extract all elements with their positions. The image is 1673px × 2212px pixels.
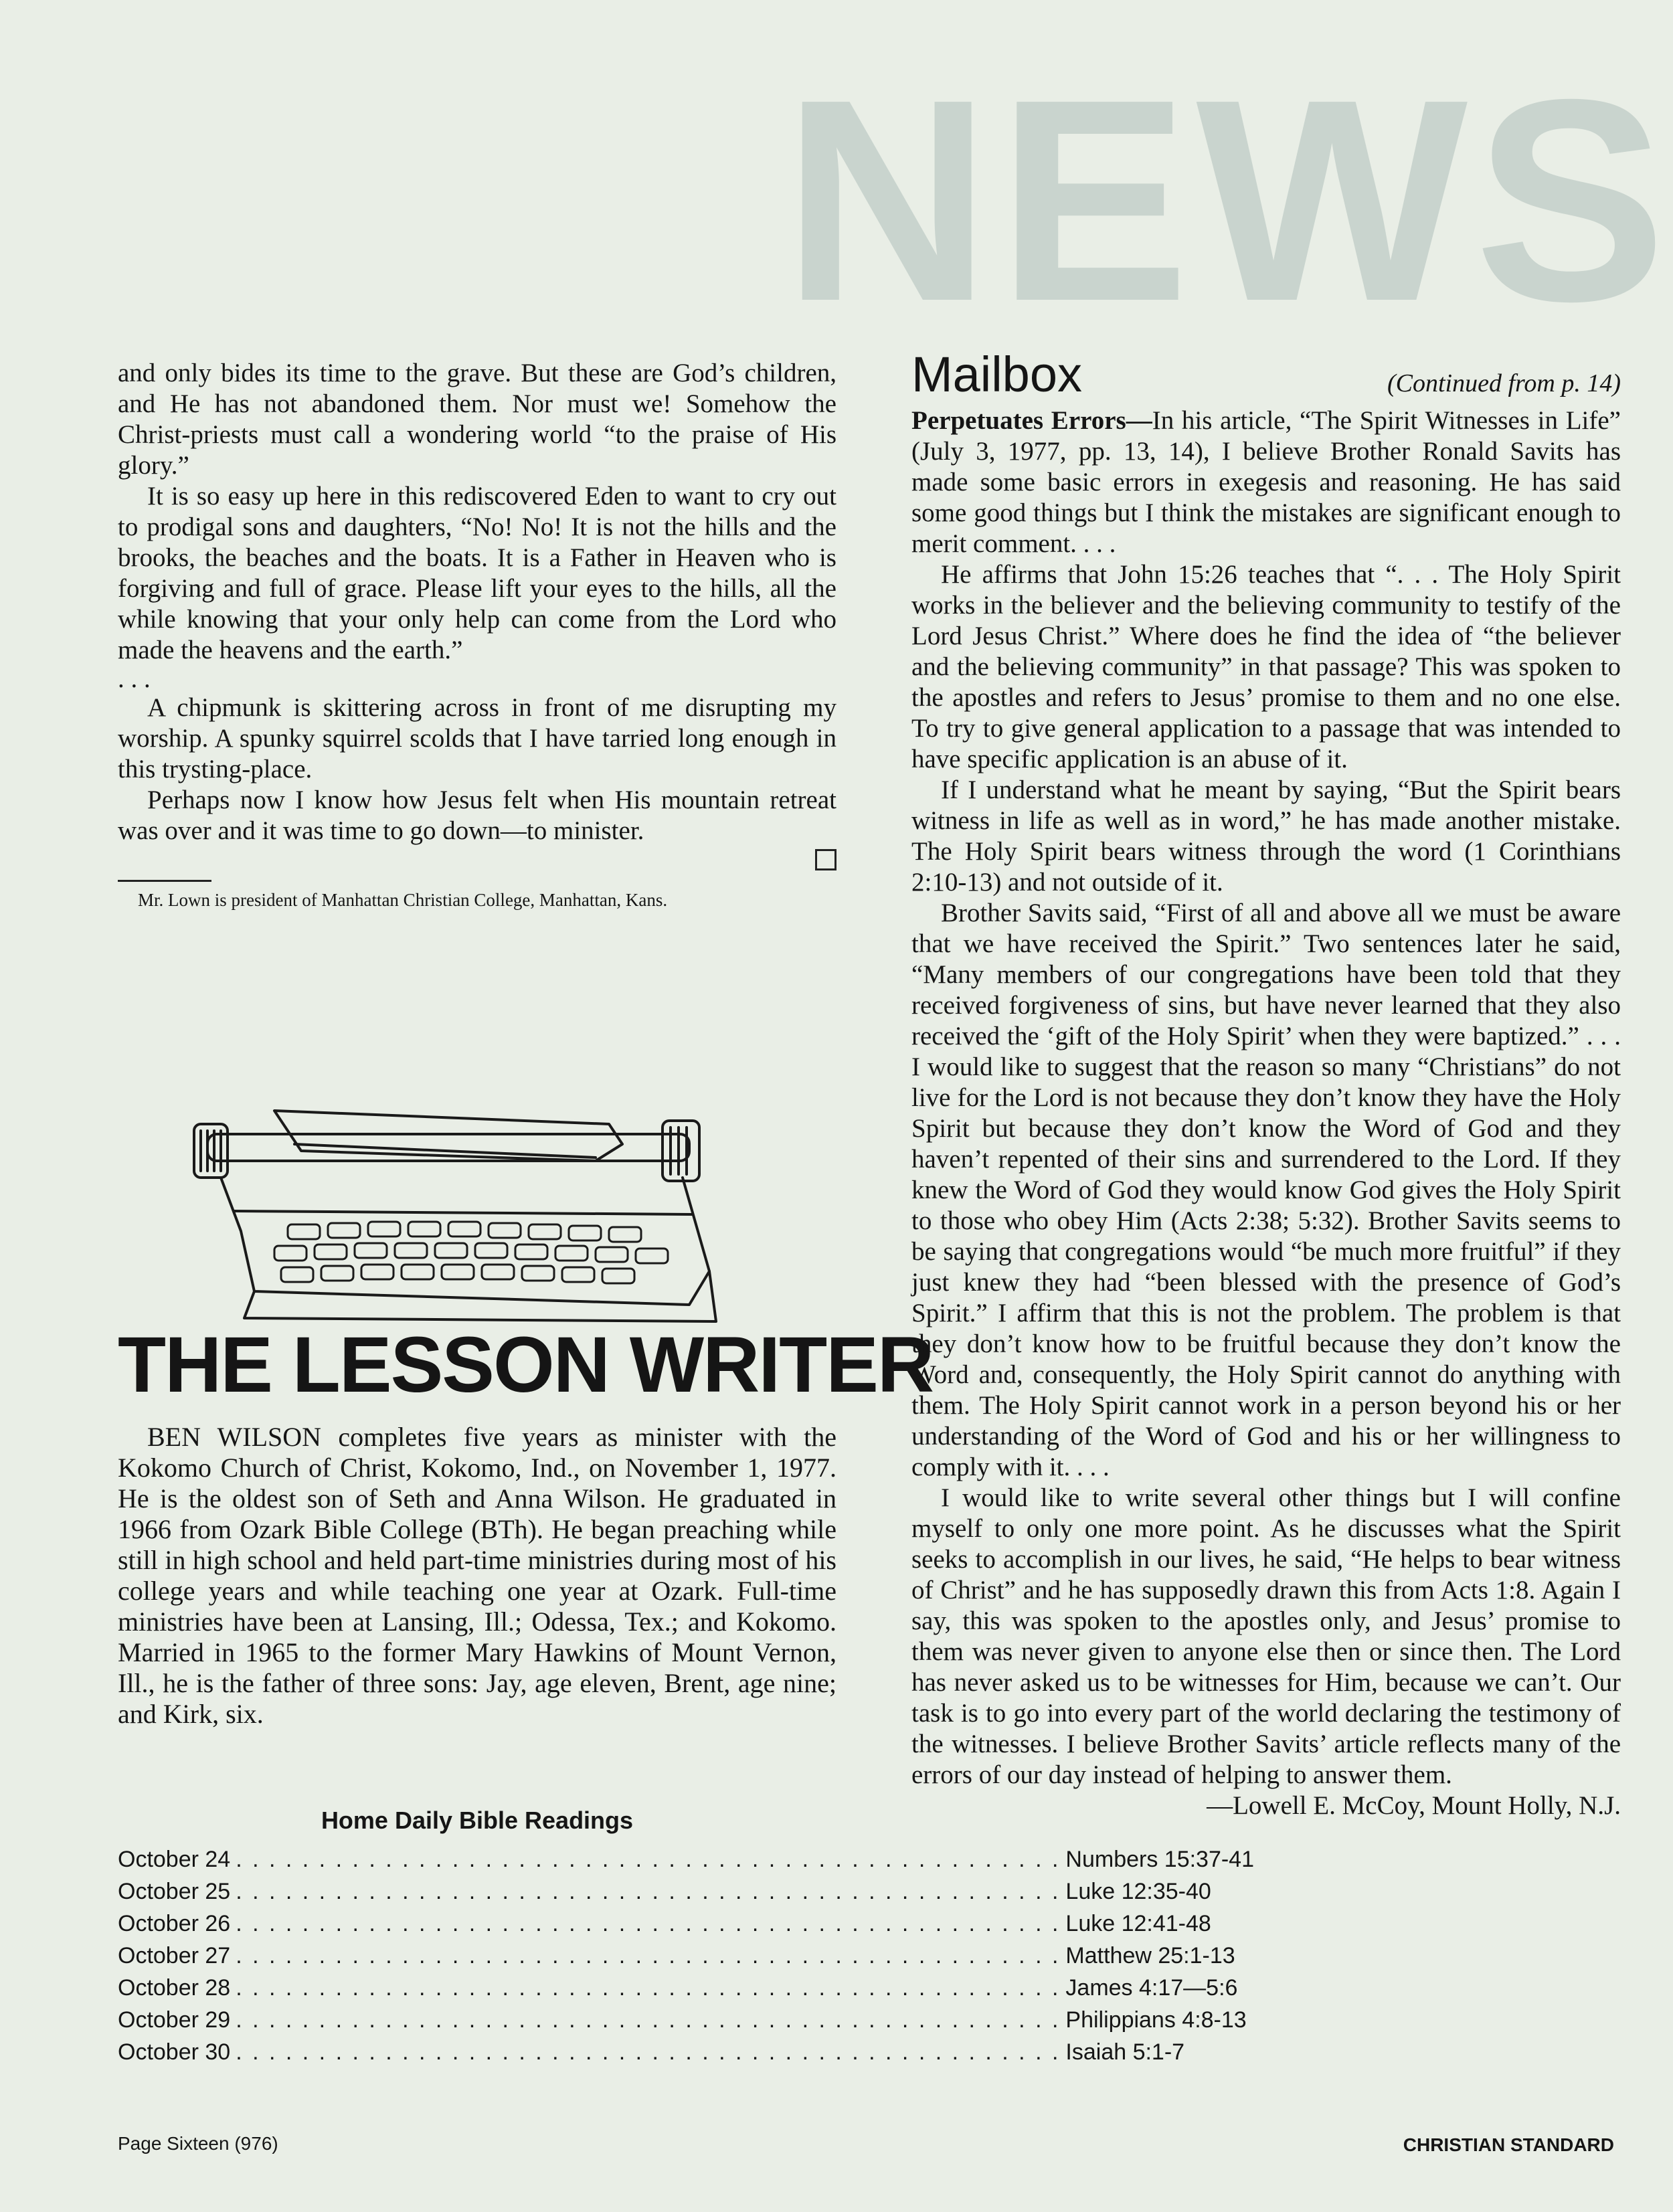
letter-paragraph: He affirms that John 15:26 teaches that “. . . The Holy Spirit works in the believer and the believing community to testify of the Lord Jesus Christ.” Where does he find the idea of “the believer and the believing community” in that passage? This was spoken to the apostles and refers to Jesus’ promise to them and no one else. To try to give general application to a passage that was intended to have specific application is an abuse of it. xyxy=(911,560,1621,773)
leader-dots: . . . . . . . . . . . . . . . . . . . . . . . . . . . . . . . . . . . . . . . . . . . . . . . . . . xyxy=(236,1943,1061,1968)
reading-reference: Isaiah 5:1-7 xyxy=(1065,2039,1185,2065)
leader-dots: . . . . . . . . . . . . . . . . . . . . . . . . . . . . . . . . . . . . . . . . . . . . . . . . . . xyxy=(236,2039,1061,2065)
page-folio: Page Sixteen (976) xyxy=(118,2133,278,2154)
footnote-rule xyxy=(118,880,211,882)
reading-date: October 29 xyxy=(118,2007,231,2033)
letter-paragraph: If I understand what he meant by saying, “But the Spirit bears witness in life as well as in word,” he has made another mistake. The Holy Spirit bears witness through the word (1 Corinthians 2:10-13) and not outside of it. xyxy=(911,775,1621,897)
reading-row xyxy=(118,2039,1185,2071)
leader-dots: . . . . . . . . . . . . . . . . . . . . . . . . . . . . . . . . . . . . . . . . . . . . . . . . . . xyxy=(236,1879,1061,1904)
reading-reference: Numbers 15:37-41 xyxy=(1065,1847,1255,1872)
author-footnote: Mr. Lown is president of Manhattan Christian College, Manhattan, Kans. xyxy=(138,890,668,910)
reading-row xyxy=(118,1943,1235,1975)
left-article-continuation xyxy=(118,358,836,911)
letter-paragraph: Brother Savits said, “First of all and above all we must be aware that we have received the Spirit.” Two sentences later he said, “Many members of our congregations have been told that they received forgiveness of sins, but have never learned that they also received the ‘gift of the Holy Spirit’ when they were baptized.” . . . I would like to suggest that the reason so many “Christians” do not live for the Lord is not because they don’t know they have the Holy Spirit but because they don’t know the Word of God and they haven’t repented of their sins and surrendered to the Lord. If they knew the Word of God they would know God gives the Holy Spirit to those who obey Him (Acts 2:38; 5:32). Brother Savits seems to be saying that congregations would “be much more fruitful” if they just knew they had “been blessed with the presence of God’s Spirit.” I affirm that this is not the problem. The problem is that they don’t know how to be fruitful because they don’t know the Word and, consequently, the Holy Spirit cannot do anything with them. The Holy Spirit cannot work in a person beyond his or her understanding of the Word of God and his or her willingness to comply with it. . . . xyxy=(911,899,1621,1481)
continued-from-note: (Continued from p. 14) xyxy=(1387,369,1621,397)
reading-date: October 25 xyxy=(118,1879,231,1904)
reading-reference: James 4:17—5:6 xyxy=(1065,1975,1238,2001)
article-paragraph: Perhaps now I know how Jesus felt when His mountain retreat was over and it was time to go down—to minister. xyxy=(118,786,836,845)
magazine-name: CHRISTIAN STANDARD xyxy=(1403,2134,1614,2155)
letter-lead-text: In his article, “The Spirit Witnesses in Life” (July 3, 1977, pp. 13, 14), I believe Brother Ronald Savits has made some basic errors in exegesis and reasoning. He has said some good things but I think the mistakes are significant enough to merit comment. . . . xyxy=(911,406,1621,558)
reading-row xyxy=(118,1975,1238,2007)
reading-date: October 26 xyxy=(118,1911,231,1936)
letter-paragraph: I would like to write several other things but I will confine myself to only one more point. As he discusses what the Spirit seeks to accomplish in our lives, he said, “He helps to bear witness of Christ” and he has supposedly drawn this from Acts 1:8. Again I say, this was spoken to the apostles only, and Jesus’ promise to them was never given to anyone else then or since then. The Lord has never asked us to be witnesses for Him, because we can’t. Our task is to go into every part of the world declaring the testimony of the witnesses. I believe Brother Savits’ article reflects many of the errors of our day instead of helping to answer them. xyxy=(911,1483,1621,1789)
bleed-through-watermark: NEWS xyxy=(783,40,1673,361)
section-ellipsis: . . . xyxy=(118,664,151,693)
reading-date: October 28 xyxy=(118,1975,231,2001)
reading-reference: Luke 12:35-40 xyxy=(1065,1879,1211,1904)
leader-dots: . . . . . . . . . . . . . . . . . . . . . . . . . . . . . . . . . . . . . . . . . . . . . . . . . . xyxy=(236,1847,1061,1872)
leader-dots: . . . . . . . . . . . . . . . . . . . . . . . . . . . . . . . . . . . . . . . . . . . . . . . . . . xyxy=(236,2007,1061,2033)
letter-signature: —Lowell E. McCoy, Mount Holly, N.J. xyxy=(1207,1791,1621,1820)
reading-reference: Matthew 25:1-13 xyxy=(1065,1943,1235,1968)
reading-date: October 30 xyxy=(118,2039,231,2065)
lesson-writer-bio xyxy=(118,1422,836,1730)
leader-dots: . . . . . . . . . . . . . . . . . . . . . . . . . . . . . . . . . . . . . . . . . . . . . . . . . . xyxy=(236,1975,1061,2001)
bio-paragraph: BEN WILSON completes five years as minister with the Kokomo Church of Christ, Kokomo, Ind., on November 1, 1977. He is the oldest son of Seth and Anna Wilson. He graduated in 1966 from Ozark Bible College (BTh). He began preaching while still in high school and held part-time ministries during most of his college years and while teaching one year at Ozark. Full-time ministries have been at Lansing, Ill.; Odessa, Tex.; and Kokomo. Married in 1965 to the former Mary Hawkins of Mount Vernon, Ill., he is the father of three sons: Jay, age eleven, Brent, age nine; and Kirk, six. xyxy=(118,1422,836,1729)
letter-opening-paragraph xyxy=(911,405,1621,559)
readings-heading: Home Daily Bible Readings xyxy=(321,1807,634,1834)
reading-row xyxy=(118,1847,1255,1879)
reading-date: October 27 xyxy=(118,1943,231,1968)
end-mark-icon xyxy=(815,849,836,870)
article-paragraph: and only bides its time to the grave. But these are God’s children, and He has not abandoned them. Nor must we! Somehow the Christ-priests must call a wondering world “to the praise of His glory.” xyxy=(118,359,836,480)
reading-row xyxy=(118,2007,1247,2039)
bible-readings-list xyxy=(118,1847,1255,2071)
reading-reference: Luke 12:41-48 xyxy=(1065,1911,1211,1936)
typewriter-illustration-icon xyxy=(194,1097,736,1325)
mailbox-title: Mailbox xyxy=(911,347,1082,402)
lesson-writer-heading: THE LESSON WRITER xyxy=(118,1321,934,1409)
mailbox-section xyxy=(911,348,1621,1821)
leader-dots: . . . . . . . . . . . . . . . . . . . . . . . . . . . . . . . . . . . . . . . . . . . . . . . . . . xyxy=(236,1911,1061,1936)
reading-date: October 24 xyxy=(118,1847,231,1872)
mailbox-header xyxy=(911,348,1621,401)
article-paragraph: A chipmunk is skittering across in front of me disrupting my worship. A spunky squirrel scolds that I have tarried long enough in this trysting-place. xyxy=(118,693,836,784)
reading-row xyxy=(118,1879,1211,1911)
reading-reference: Philippians 4:8-13 xyxy=(1065,2007,1247,2033)
article-paragraph: It is so easy up here in this rediscovered Eden to want to cry out to prodigal sons and daughters, “No! No! It is not the hills and the brooks, the beaches and the boats. It is a Father in Heaven who is forgiving and full of grace. Please lift your eyes to the hills, all the while knowing that your only help can come from the Lord who made the heavens and the earth.” xyxy=(118,482,836,664)
reading-row xyxy=(118,1911,1211,1943)
letter-headline: Perpetuates Errors— xyxy=(911,406,1152,435)
